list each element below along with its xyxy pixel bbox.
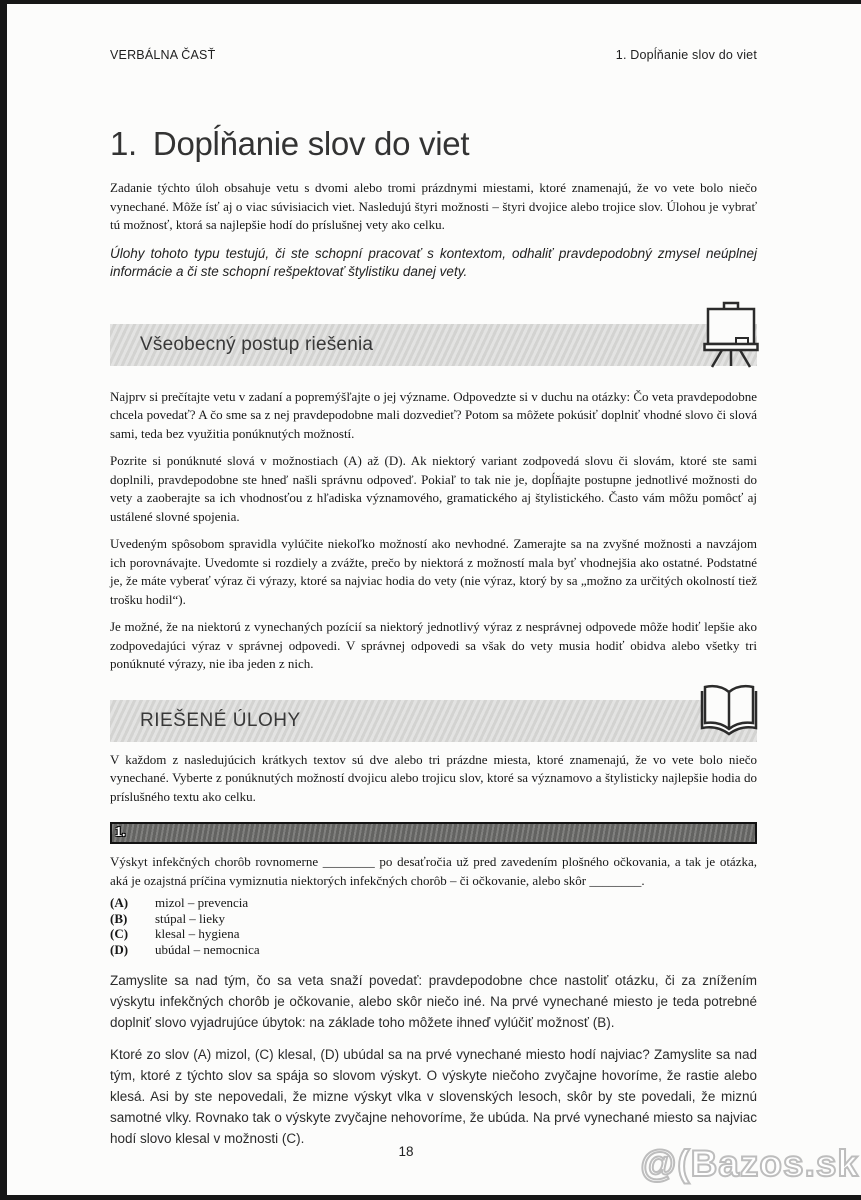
body-paragraph: Je možné, že na niektorú z vynechaných pozícií sa niektorý jednotlivý výraz z nesprávnej odpovede môže hodiť lepšie ako zodpovedajúci výraz v správnej odpovedi. V správnej odpovedi sa však do vety musia hodiť obidva alebo všetky tri ponúknuté výrazy, nie iba jeden z nich. <box>110 619 757 671</box>
intro-paragraph: Zadanie týchto úloh obsahuje vetu s dvomi alebo tromi prázdnymi miestami, ktoré znamenajú, že vo vete bolo niečo vynechané. Môže ísť aj o viac súvisiacich viet. Nasledujú štyri možnosti – štyri dvojice alebo trojice slov. Úlohou je vybrať tú možnosť, ktorá sa najlepšie hodí do príslušnej vety ako celku. <box>110 180 757 232</box>
running-header <box>110 48 757 62</box>
option-text: ubúdal – nemocnica <box>155 941 260 957</box>
option-row-d <box>110 942 757 958</box>
section-bar <box>110 700 757 742</box>
section-title: RIEŠENÉ ÚLOHY <box>140 709 301 731</box>
bazos-watermark: @(Bazos.sk <box>640 1143 859 1184</box>
open-book-icon <box>699 681 759 739</box>
document-page <box>7 4 861 1195</box>
page-content <box>110 4 757 1149</box>
body-paragraph: Najprv si prečítajte vetu v zadaní a popremýšľajte o jej význame. Odpovedzte si v duchu na otázky: Čo veta pravdepodobne chcela povedať? A čo sme sa z nej pravdepodobne mali dozvedieť? Potom sa môžete pokúsiť doplniť vhodné slovo či slová sami, teda bez využitia ponúknutých možností. <box>110 388 757 441</box>
option-row-c <box>110 926 757 942</box>
option-label: (A) <box>110 895 129 910</box>
explanation-paragraph: Zamyslite sa nad tým, čo sa veta snaží povedať: pravdepodobne chce nastoliť otázku, či za znížením výskytu infekčných chorôb je očkovanie, alebo skôr niečo iné. Na prvé vynechané miesto je teda potrebné doplniť slovo vyjadrujúce úbytok: na základe toho môžete ihneď vylúčiť možnosť (B). <box>110 973 757 1030</box>
page-number: 18 <box>398 1144 414 1159</box>
easel-icon <box>703 301 759 368</box>
running-header-left: VERBÁLNA ČASŤ <box>110 48 216 62</box>
section-bar <box>110 324 757 366</box>
chapter-title-text: Dopĺňanie slov do viet <box>152 125 470 162</box>
exercise-text: Výskyt infekčných chorôb rovnomerne ________ po desaťročia už pred zavedením plošného očkovania, a tak je otázka, aká je ozajstná príčina vymiznutia niektorých infekčných chorôb – či očkovanie, alebo skôr ________. <box>110 854 757 888</box>
option-text: mizol – prevencia <box>155 895 249 910</box>
chapter-number: 1. <box>110 125 137 162</box>
option-label: (B) <box>110 910 128 926</box>
body-paragraph: Uvedeným spôsobom spravidla vylúčite niekoľko možností ako nevhodné. Zamerajte sa na zvyšné možnosti a navzájom ich porovnávajte. Uvedomte si rozdiely a zvážte, prečo by niektorá z možností mala byť vhodnejšia ako ostatné. Podstatné je, že máte vyberať výraz či výrazy, ktoré sa najviac hodia do vety (nie výraz, ktorý by sa „možno za určitých okolností tiež trošku hodil“). <box>110 536 757 607</box>
page-title <box>110 126 757 162</box>
option-text: klesal – hygiena <box>155 926 240 941</box>
solved-intro-paragraph: V každom z nasledujúcich krátkych textov sú dve alebo tri prázdne miesta, ktoré znamenajú, že vo vete bolo niečo vynechané. Vyberte z ponúknutých možností dvojicu alebo trojicu slov, ktoré sa významovo a štylisticky najlepšie hodia do príslušného textu ako celku. <box>110 751 757 804</box>
running-header-right: 1. Dopĺňanie slov do viet <box>615 48 757 62</box>
exercise-number: 1. <box>115 825 126 840</box>
section-header-solved <box>110 700 757 742</box>
body-paragraph: Pozrite si ponúknuté slová v možnostiach (A) až (D). Ak niektorý variant zodpovedá slovu či slovám, ktoré ste sami doplnili, pravdepodobne ste hneď našli správnu odpoveď. Pokiaľ to tak nie je, dopĺňajte postupne jednotlivé možnosti do vety a zaoberajte sa ich vhodnosťou z hľadiska významového, gramatického aj štylistického. Často vám môžu pomôcť aj ustálené slovné spojenia. <box>110 453 757 524</box>
intro-italic-paragraph: Úlohy tohoto typu testujú, či ste schopní pracovať s kontextom, odhaliť pravdepodobný zmysel neúplnej informácie a či ste schopní rešpektovať štylistiku danej vety. <box>110 245 757 279</box>
option-row-b <box>110 911 757 927</box>
answer-options <box>110 895 757 957</box>
section-title: Všeobecný postup riešenia <box>140 333 374 355</box>
option-row-a <box>110 895 757 911</box>
explanation-paragraph: Ktoré zo slov (A) mizol, (C) klesal, (D) ubúdal sa na prvé vynechané miesto hodí najviac? Zamyslite sa nad tým, ktoré z týchto slov sa spája so slovom výskyt. O výskyte niečoho zvyčajne hovoríme, že rastie alebo klesá. Asi by ste nepovedali, že mizne výskyt vlka v slovenských lesoch, skôr by ste povedali, že miznú samotné vlky. Rovnako tak o výskyte zvyčajne nehovoríme, že ubúda. Na prvé vynechané miesto sa najviac hodí slovo klesal v možnosti (C). <box>110 1047 757 1146</box>
option-label: (C) <box>110 926 129 941</box>
exercise-number-bar <box>110 822 757 844</box>
option-text: stúpal – lieky <box>155 910 226 926</box>
option-label: (D) <box>110 941 129 957</box>
section-header-general <box>110 324 757 366</box>
